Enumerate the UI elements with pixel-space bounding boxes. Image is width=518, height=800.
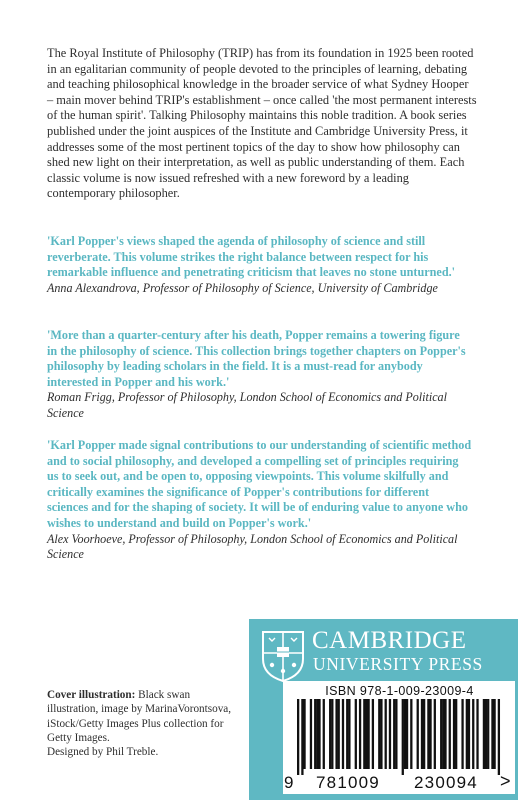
publisher-press: UNIVERSITY PRESS: [313, 654, 483, 674]
barcode-bar: [442, 699, 444, 769]
barcode-bar: [406, 699, 408, 769]
barcode-bar: [318, 699, 320, 769]
barcode-bar: [365, 699, 367, 769]
barcode-bar: [338, 699, 340, 769]
barcode-bar: [485, 699, 487, 769]
barcode-bar: [310, 699, 312, 769]
barcode-digit-first: 9: [284, 773, 294, 792]
barcode-bar: [423, 699, 425, 769]
barcode-bars: [297, 699, 502, 775]
barcode-bar: [453, 699, 455, 769]
barcode-bar: [303, 699, 305, 769]
barcode-bar: [487, 699, 489, 769]
review-quote: 'Karl Popper's views shaped the agenda of philosophy of science and still reverberate. This volume strikes the right balance between respect for his remarkable influence and penetrating criticism that leaves no stone unturned.': [47, 234, 456, 280]
barcode-bar: [444, 699, 446, 769]
barcode-quiet-zone-marker: >: [500, 771, 511, 791]
review-1: [47, 234, 472, 296]
barcode-digits-right: 230094: [414, 773, 478, 792]
barcode-bar: [331, 699, 333, 769]
barcode-bar: [335, 699, 337, 769]
barcode-bar: [363, 699, 365, 769]
review-2: [47, 328, 472, 422]
barcode-bar: [498, 699, 500, 775]
review-quote: 'Karl Popper made signal contributions to our understanding of scientific method and to social philosophy, and developed a compelling set of principles requiring us to seek out, and be open to, opposing viewpoints. This volume skilfully and critically examines the significance of Popper's contributions for different sciences and for the shaping of society. It will be of enduring value to anyone who wishes to understand and build on Popper's work.': [47, 438, 472, 530]
barcode-bar: [472, 699, 474, 769]
barcode-bar: [476, 699, 478, 769]
barcode-bar: [421, 699, 423, 769]
barcode-bar: [429, 699, 431, 769]
barcode-bar: [483, 699, 485, 769]
review-quote: 'More than a quarter-century after his death, Popper remains a towering figure in the philosophy of science. This collection brings together chapters on Popper's philosophy by leading scholars in the field. It is a must-read for anybody interested in Popper and his work.': [47, 328, 466, 389]
barcode-bar: [385, 699, 387, 769]
barcode-bar: [378, 699, 380, 769]
barcode-bar: [427, 699, 429, 769]
barcode-bar: [404, 699, 406, 769]
barcode-bar: [297, 699, 299, 775]
barcode-bar: [393, 699, 395, 769]
barcode-bar: [389, 699, 391, 769]
barcode-digits-left: 781009: [316, 773, 380, 792]
barcode-bar: [301, 699, 303, 775]
review-3: [47, 438, 472, 563]
barcode-bar: [323, 699, 325, 769]
review-attribution: Alex Voorhoeve, Professor of Philosophy, London School of Economics and Political Science: [47, 531, 458, 562]
series-description: The Royal Institute of Philosophy (TRIP) has from its foundation in 1925 been rooted in an egalitarian community of people devoted to the principles of learning, debating and teaching philosophical knowledge in the broader service of what Sydney Hooper – main mover behind TRIP's establishment – once called 'the most permanent interests of the human spirit'. Talking Philosophy maintains this noble tradition. A book series published under the joint auspices of the Institute and Cambridge University Press, it addresses some of the most pertinent topics of the day to show how philosophy can shed new light on their interpretation, as well as public understanding of them. Each classic volume is now issued refreshed with a new foreword by a leading contemporary philosopher.: [47, 46, 477, 201]
barcode-bar: [410, 699, 412, 769]
review-attribution: Anna Alexandrova, Professor of Philosophy of Science, University of Cambridge: [47, 280, 438, 295]
cover-credit-text: Black swan illustration, image by MarinaVorontsova, iStock/Getty Images Plus collection for Getty Images.: [47, 689, 232, 745]
barcode-bar: [367, 699, 369, 769]
barcode-bar: [329, 699, 331, 769]
barcode-bar: [449, 699, 451, 769]
barcode-bar: [440, 699, 442, 769]
barcode-bar: [355, 699, 357, 769]
barcode-bar: [402, 699, 404, 775]
barcode-bar: [348, 699, 350, 769]
cover-credit-label: Cover illustration:: [47, 689, 136, 701]
publisher-name: CAMBRIDGE: [312, 627, 467, 654]
barcode-bar: [491, 699, 493, 769]
barcode-bar: [395, 699, 397, 769]
barcode-bar: [346, 699, 348, 769]
barcode-bar: [455, 699, 457, 769]
barcode-bar: [466, 699, 468, 769]
barcode-bar: [380, 699, 382, 769]
barcode-bar: [493, 699, 495, 769]
cover-illustration-credit: [47, 688, 243, 746]
isbn-label: ISBN 978-1-009-23009-4: [325, 684, 474, 698]
cambridge-crest-icon: [260, 629, 306, 683]
barcode-bar: [372, 699, 374, 769]
barcode-bar: [314, 699, 316, 769]
barcode-bar: [342, 699, 344, 769]
review-attribution: Roman Frigg, Professor of Philosophy, London School of Economics and Political Science: [47, 390, 447, 420]
barcode-bar: [359, 699, 361, 769]
barcode-bar: [316, 699, 318, 769]
barcode-bar: [461, 699, 463, 769]
designer-credit: Designed by Phil Treble.: [47, 746, 159, 758]
barcode-bar: [468, 699, 470, 769]
barcode-bar: [417, 699, 419, 769]
barcode-bar: [434, 699, 436, 769]
